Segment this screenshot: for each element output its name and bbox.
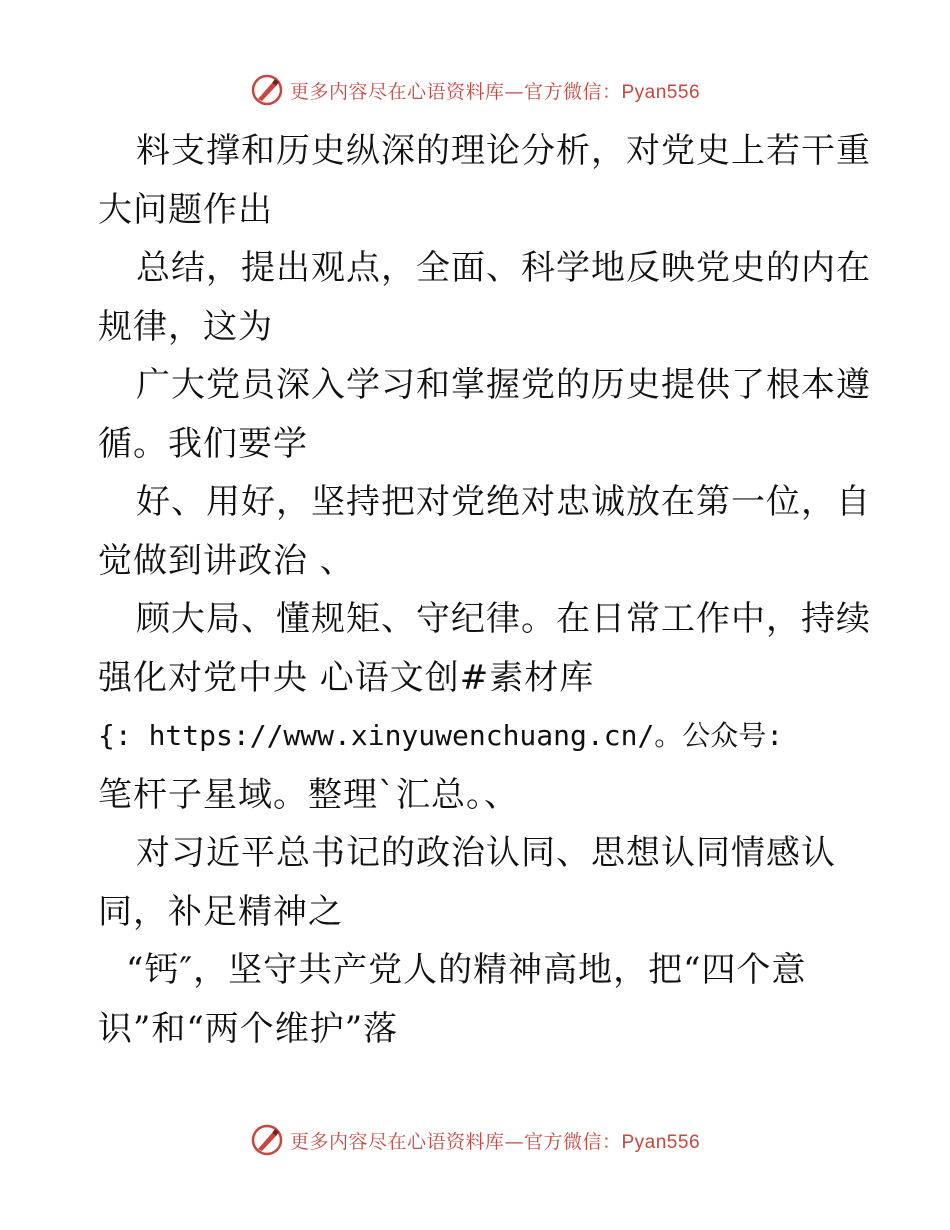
text-line: 规律，这为 <box>98 306 273 347</box>
text-line: 强化对党中央 心语文创#素材库 <box>98 657 595 698</box>
footer-brand-label: 更多内容尽在心语资料库—官方微信： <box>289 1130 622 1153</box>
text-line: “钙″，坚守共产党人的精神高地，把“四个意 <box>126 950 807 990</box>
text-line: 对习近平总书记的政治认同、思想认同情感认 <box>136 833 836 873</box>
footer-brand-text <box>290 1127 700 1154</box>
text-line: 广大党员深入学习和掌握党的历史提供了根本遵 <box>136 365 871 405</box>
footer-wechat-id: Pyan556 <box>621 1131 701 1153</box>
text-line: 觉做到讲政治 、 <box>98 540 355 581</box>
text-line: 循。我们要学 <box>98 423 308 464</box>
text-line: 料支撑和历史纵深的理论分析，对党史上若干重 <box>136 131 871 171</box>
text-line-url: {: https://www.xinyuwenchuang.cn/。公众号: <box>98 719 784 752</box>
text-line: 识”和“两个维护”落 <box>98 1008 399 1049</box>
text-line: 笔杆子星域。整理`汇总。、 <box>98 774 519 815</box>
header-brand-text <box>290 77 700 104</box>
document-body <box>98 122 871 1058</box>
text-line: 好、用好，坚持把对党绝对忠诚放在第一位，自 <box>136 482 871 522</box>
header-watermark <box>0 70 950 110</box>
pen-seal-logo-icon <box>250 1123 284 1157</box>
text-line: 大问题作出 <box>98 189 273 230</box>
header-brand-label: 更多内容尽在心语资料库—官方微信： <box>289 80 622 103</box>
text-line: 同，补足精神之 <box>98 891 343 932</box>
footer-watermark <box>0 1120 950 1160</box>
header-wechat-id: Pyan556 <box>621 81 701 103</box>
text-line: 顾大局、懂规矩、守纪律。在日常工作中，持续 <box>136 599 871 639</box>
pen-seal-logo-icon <box>250 73 284 107</box>
text-line: 总结，提出观点，全面、科学地反映党史的内在 <box>136 248 871 288</box>
